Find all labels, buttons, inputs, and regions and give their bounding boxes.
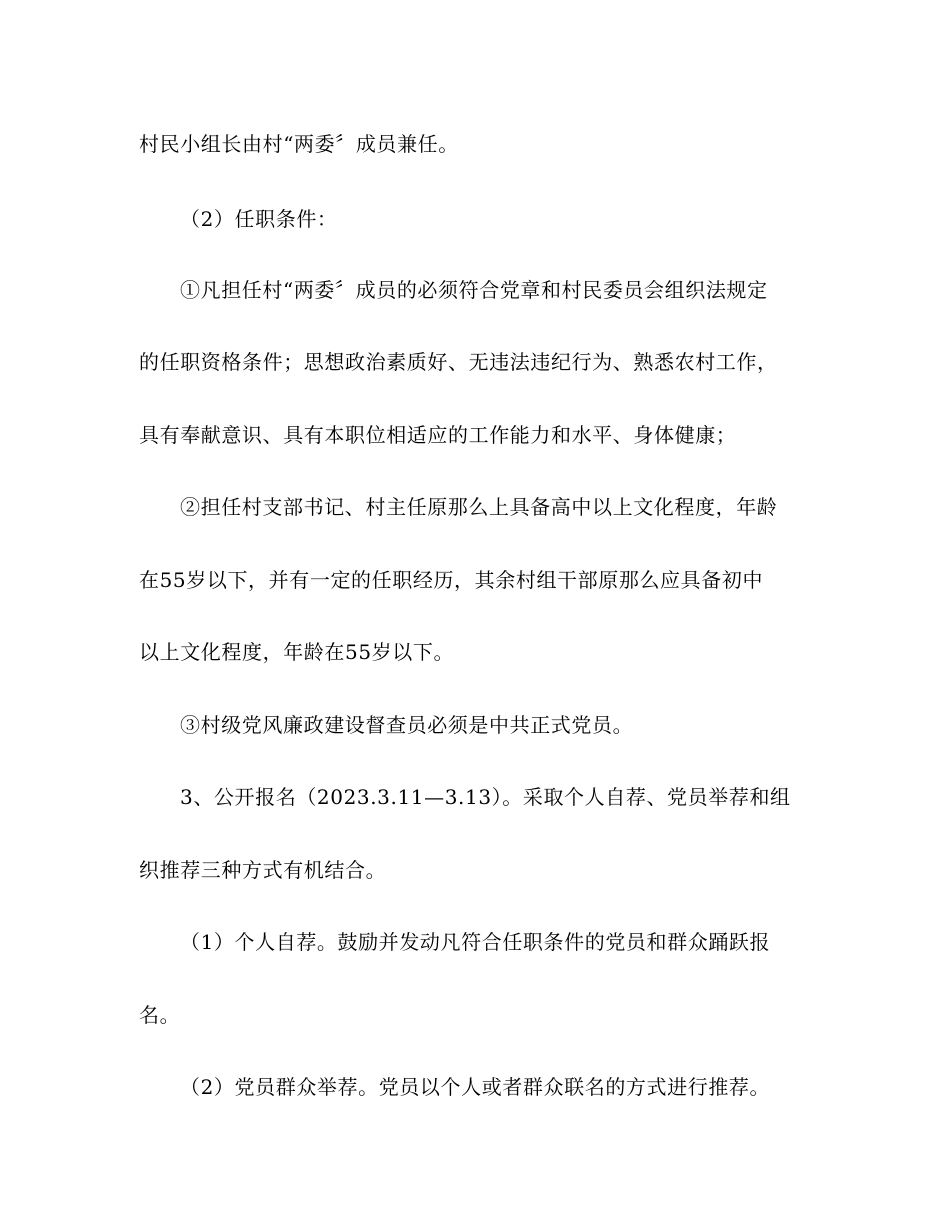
paragraph-line: 织推荐三种方式有机结合。 [139,858,387,882]
section-heading: （2）任职条件： [180,207,338,231]
paragraph-line: 3、公开报名（2023.3.11—3.13）。采取个人自荐、党员举荐和组 [180,785,791,809]
paragraph-line: 具有奉献意识、具有本职位相适应的工作能力和水平、身体健康； [139,423,737,447]
paragraph-line: ③村级党风廉政建设督查员必须是中共正式党员。 [180,713,634,737]
paragraph-line: （1）个人自荐。鼓励并发动凡符合任职条件的党员和群众踊跃报 [180,930,771,954]
paragraph-line: ①凡担任村“两委〞成员的必须符合党章和村民委员会组织法规定 [180,278,768,302]
paragraph-line: 在55岁以下，并有一定的任职经历，其余村组干部原那么应具备初中 [139,568,764,592]
paragraph-line: （2）党员群众举荐。党员以个人或者群众联名的方式进行推荐。 [180,1075,771,1099]
paragraph-line: 以上文化程度，年龄在55岁以下。 [139,640,455,664]
paragraph-line: ②担任村支部书记、村主任原那么上具备高中以上文化程度，年龄 [180,495,778,519]
paragraph-line: 村民小组长由村“两委〞成员兼任。 [139,132,459,156]
paragraph-line: 名。 [139,1003,181,1027]
paragraph-line: 的任职资格条件；思想政治素质好、无违法违纪行为、熟悉农村工作， [139,350,778,374]
